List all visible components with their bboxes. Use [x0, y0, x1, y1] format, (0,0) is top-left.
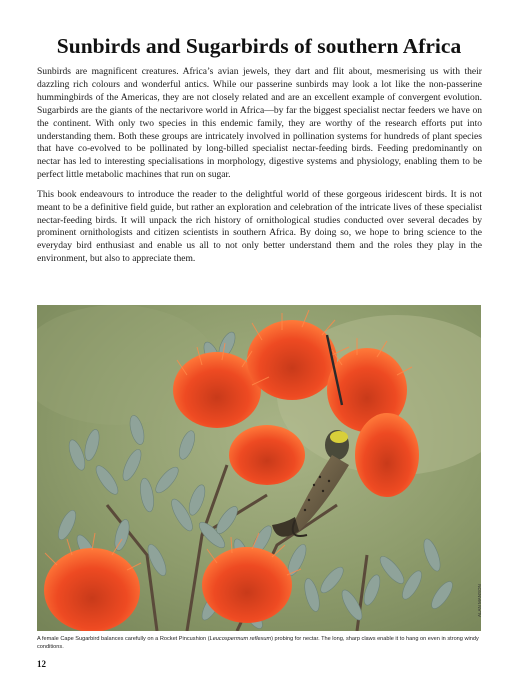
sugarbird-photo [37, 305, 481, 631]
body-text [37, 66, 482, 273]
caption-species-name: Leucospermum reflexum [209, 636, 272, 642]
photo-credit: ALAN MANSON [477, 584, 482, 617]
paragraph-2: This book endeavours to introduce the reader to the delightful world of these gorgeous iridescent birds. It is not meant to be a definitive field guide, but rather an exploration and celebration of the intricate lives of these specialist nectar-feeding birds. It will unpack the rich history of ornithological studies conducted over several decades by prominent ornithologists and citizen scientists in southern Africa. By doing so, we hope to bring science to the everyday bird enthusiast and enable us all to not only better understand them and the roles they play in the environment, but also to appreciate them. [37, 188, 482, 265]
photo-caption [37, 635, 482, 652]
paragraph-1: Sunbirds are magnificent creatures. Africa’s avian jewels, they dart and flit about, mesmerising us with their dazzling rich colours and wonderful antics. While our passerine sunbirds may look a lot like the non-passerine hummingbirds of the Americas, they are not closely related and are an excellent example of convergent evolution. Sugarbirds are the giants of the nectarivore world in Africa—by far the biggest specialist nectar feeders we have on the continent. With only two species in this endemic family, they are worthy of the research efforts put into understanding them. Both these groups are intricately involved in pollination systems for hundreds of plant species that have co-evolved to be pollinated by long-billed specialist nectar-feeding birds. Feeding predominantly on nectar has led to interesting specialisations in morphology, digestive systems and physiology, enabling them to be perfect little metabolic machines that run on sugar. [37, 66, 482, 181]
page-title: Sunbirds and Sugarbirds of southern Africa [56, 34, 462, 58]
caption-text-end: ) probing for nectar. The long, sharp claws enable it to hang on even in strong windy conditions. [37, 636, 479, 651]
page-number: 12 [37, 659, 46, 669]
caption-text-start: A female Cape Sugarbird balances carefully on a Rocket Pincushion ( [37, 636, 210, 642]
